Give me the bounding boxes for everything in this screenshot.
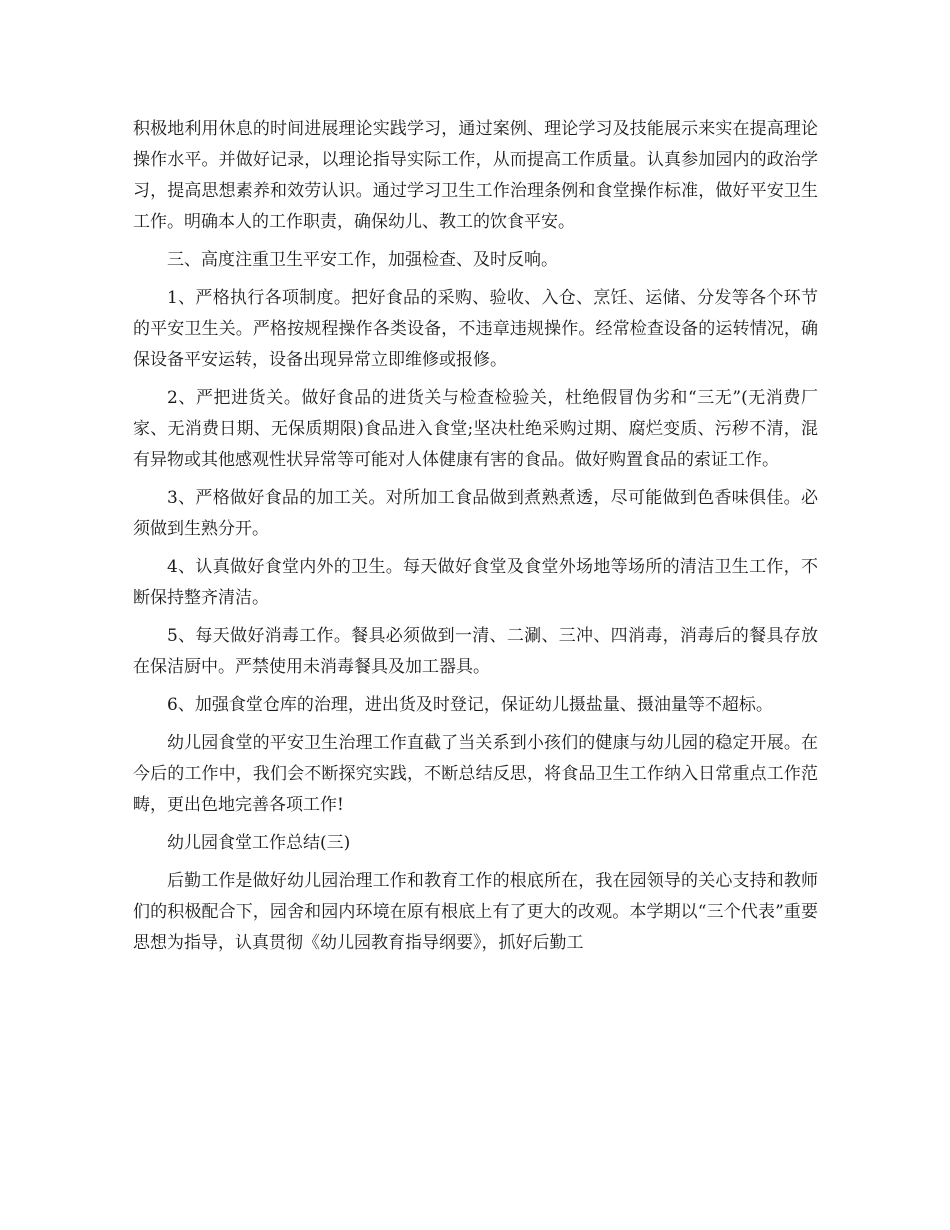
paragraph-item-2: 2、严把进货关。做好食品的进货关与检查检验关，杜绝假冒伪劣和“三无”(无消费厂家、无消费日期、无保质期限)食品进入食堂;坚决杜绝采购过期、腐烂变质、污秽不清，混有异物或其他感观性状异常等可能对人体健康有害的食品。做好购置食品的索证工作。 [133,388,818,470]
section-title-summary-three: 幼儿园食堂工作总结(三) [167,833,351,853]
paragraph-item-3: 3、严格做好食品的加工关。对所加工食品做到煮熟煮透，尽可能做到色香味俱佳。必须做到生熟分开。 [133,488,818,539]
paragraph-item-1: 1、严格执行各项制度。把好食品的采购、验收、入仓、烹饪、运储、分发等各个环节的平安卫生关。严格按规程操作各类设备，不违章违规操作。经常检查设备的运转情况，确保设备平安运转，设备出现异常立即维修或报修。 [133,288,818,370]
paragraph-conclusion: 幼儿园食堂的平安卫生治理工作直截了当关系到小孩们的健康与幼儿园的稳定开展。在今后的工作中，我们会不断探究实践，不断总结反思，将食品卫生工作纳入日常重点工作范畴，更出色地完善各项工作! [133,733,818,815]
paragraph-item-5: 5、每天做好消毒工作。餐具必须做到一清、二涮、三冲、四消毒，消毒后的餐具存放在保洁厨中。严禁使用未消毒餐具及加工器具。 [133,626,818,677]
section-heading-three: 三、高度注重卫生平安工作，加强检查、及时反响。 [167,250,558,270]
document-body [133,114,818,966]
paragraph-item-6: 6、加强食堂仓库的治理，进出货及时登记，保证幼儿摄盐量、摄油量等不超标。 [167,695,773,715]
paragraph-item-4: 4、认真做好食堂内外的卫生。每天做好食堂及食堂外场地等场所的清洁卫生工作，不断保持整齐清洁。 [133,557,818,608]
paragraph-intro: 积极地利用休息的时间进展理论实践学习，通过案例、理论学习及技能展示来实在提高理论操作水平。并做好记录，以理论指导实际工作，从而提高工作质量。认真参加园内的政治学习，提高思想素养和效劳认识。通过学习卫生工作治理条例和食堂操作标准，做好平安卫生工作。明确本人的工作职责，确保幼儿、教工的饮食平安。 [133,119,818,232]
paragraph-logistics: 后勤工作是做好幼儿园治理工作和教育工作的根底所在，我在园领导的关心支持和教师们的积极配合下，园舍和园内环境在原有根底上有了更大的改观。本学期以“三个代表”重要思想为指导，认真贯彻《幼儿园教育指导纲要》，抓好后勤工 [133,871,818,953]
